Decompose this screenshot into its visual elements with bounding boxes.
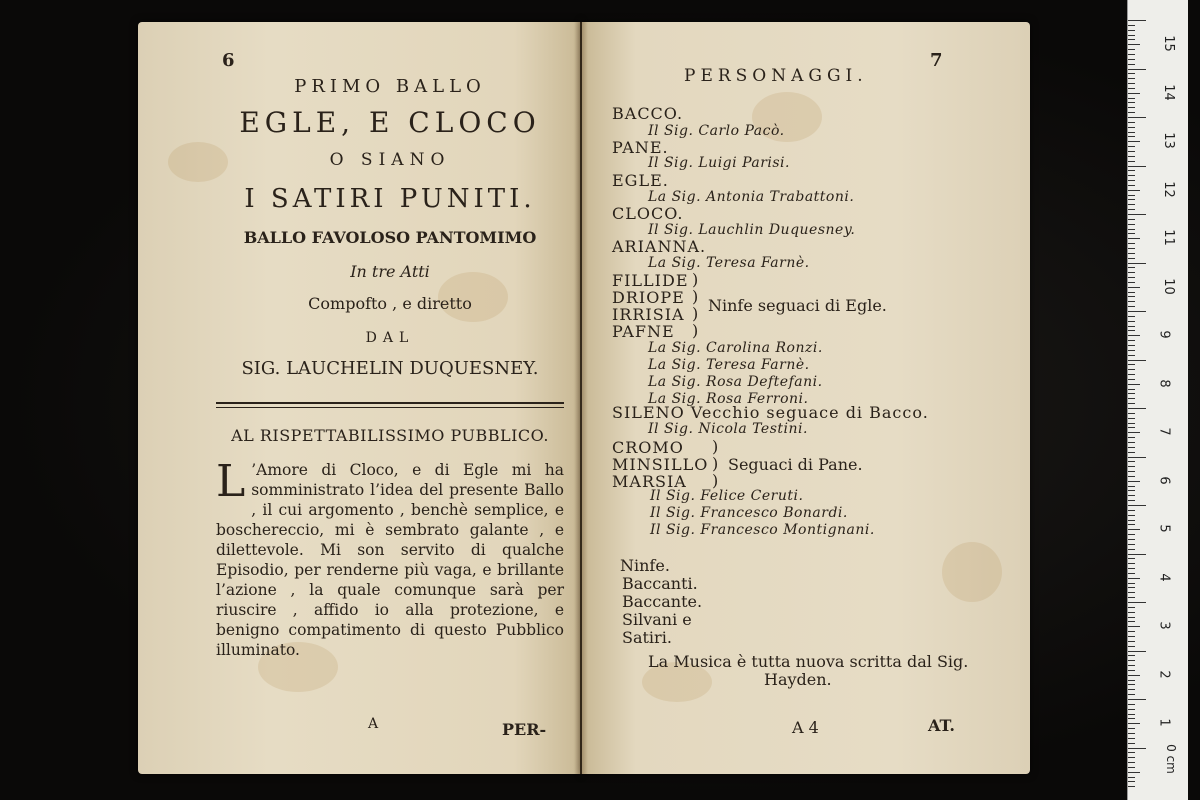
ruler-number: 13 <box>1160 132 1176 149</box>
ruler-tick <box>1128 296 1135 297</box>
ruler-tick <box>1128 253 1135 254</box>
ruler-tick <box>1128 122 1135 123</box>
pan-cromo: CROMO <box>612 438 684 457</box>
ruler-tick <box>1128 505 1146 506</box>
ruler-tick <box>1128 684 1135 685</box>
ruler-tick <box>1128 185 1135 186</box>
ruler-number: 6 <box>1156 475 1172 485</box>
nymph-pafne: PAFNE <box>612 322 675 341</box>
ruler-tick <box>1128 432 1140 433</box>
music-credit-line1: La Musica è tutta nuova scritta dal Sig. <box>648 652 969 671</box>
pan-minsillo: MINSILLO <box>612 455 709 474</box>
ruler-tick <box>1128 263 1146 264</box>
ruler-tick <box>1128 680 1135 681</box>
ruler-tick <box>1128 316 1135 317</box>
ruler-tick <box>1128 214 1146 215</box>
page-number-right: 7 <box>930 50 943 71</box>
nymph-actor-1: La Sig. Carolina Ronzi. <box>648 340 823 356</box>
ruler-tick <box>1128 495 1135 496</box>
ruler-tick <box>1128 282 1135 283</box>
ruler-tick <box>1128 728 1135 729</box>
ruler-tick <box>1128 490 1135 491</box>
ruler-tick <box>1128 267 1135 268</box>
ruler-tick <box>1128 723 1140 724</box>
ruler-tick <box>1128 486 1135 487</box>
ruler-tick <box>1128 524 1135 525</box>
ruler-tick <box>1128 675 1140 676</box>
ruler-tick <box>1128 500 1135 501</box>
ruler-tick <box>1128 224 1135 225</box>
ruler-tick <box>1128 350 1135 351</box>
title-primo-ballo: PRIMO BALLO <box>294 76 486 97</box>
actor-egle: La Sig. Antonia Trabattoni. <box>648 189 855 205</box>
author-line: SIG. LAUCHELIN DUQUESNEY. <box>241 358 539 379</box>
ruler-tick <box>1128 73 1135 74</box>
ruler-tick <box>1128 709 1135 710</box>
ruler-tick <box>1128 340 1135 341</box>
subtitle-ballo-favoloso: BALLO FAVOLOSO PANTOMIMO <box>243 228 537 247</box>
ruler-tick <box>1128 660 1135 661</box>
brace-pans: ) ) ) <box>712 437 719 490</box>
ruler-tick <box>1128 132 1135 133</box>
ruler-tick <box>1128 369 1135 370</box>
ruler-tick <box>1128 180 1135 181</box>
ruler-tick <box>1128 597 1135 598</box>
ruler-tick <box>1128 418 1135 419</box>
ruler-tick <box>1128 195 1135 196</box>
pan-actor-2: Il Sig. Francesco Bonardi. <box>650 505 848 521</box>
ruler-tick <box>1128 655 1135 656</box>
actor-bacco: Il Sig. Carlo Pacò. <box>648 123 785 139</box>
ruler-tick <box>1128 54 1135 55</box>
ruler-tick <box>1128 161 1135 162</box>
ruler-tick <box>1128 345 1135 346</box>
ruler-tick <box>1128 646 1135 647</box>
ruler-tick <box>1128 738 1135 739</box>
ruler-tick <box>1128 573 1135 574</box>
ruler-tick <box>1128 423 1135 424</box>
title-satiri-puniti: I SATIRI PUNITI. <box>244 184 536 214</box>
ruler-tick <box>1128 466 1135 467</box>
ruler-tick <box>1128 88 1135 89</box>
ruler-tick <box>1128 127 1135 128</box>
ruler-tick <box>1128 554 1146 555</box>
ruler-tick <box>1128 112 1135 113</box>
ruler-tick <box>1128 520 1135 521</box>
ruler-tick <box>1128 461 1135 462</box>
ruler-tick <box>1128 292 1135 293</box>
nymph-actor-3: La Sig. Rosa Deftefani. <box>648 374 823 390</box>
ruler-tick <box>1128 427 1135 428</box>
ruler-tick <box>1128 374 1135 375</box>
paper-stain <box>942 542 1002 602</box>
ruler-tick <box>1128 321 1135 322</box>
cast-bacco: BACCO. <box>612 104 684 123</box>
ruler-tick <box>1128 102 1135 103</box>
ruler-tick <box>1128 141 1140 142</box>
ruler-number: 4 <box>1156 572 1172 582</box>
dedication-heading: AL RISPETTABILISSIMO PUBBLICO. <box>231 426 549 445</box>
brace-nymphs: ) ) ) ) <box>692 270 699 340</box>
title-o-siano: O SIANO <box>329 150 451 170</box>
ruler-tick <box>1128 786 1135 787</box>
ruler-tick <box>1128 651 1146 652</box>
ruler-tick <box>1128 631 1135 632</box>
ruler-unit-label: 0 cm <box>1163 744 1178 774</box>
ruler-tick <box>1128 355 1135 356</box>
ruler-tick <box>1128 529 1140 530</box>
ruler-tick <box>1128 641 1135 642</box>
ruler-tick <box>1128 93 1140 94</box>
ruler-tick <box>1128 617 1135 618</box>
ruler-tick <box>1128 20 1146 21</box>
ruler-tick <box>1128 30 1135 31</box>
ruler-tick <box>1128 772 1140 773</box>
catchword-right: AT. <box>928 716 955 735</box>
ruler-tick <box>1128 151 1135 152</box>
ruler-number: 3 <box>1156 621 1172 630</box>
ruler-tick <box>1128 612 1135 613</box>
ruler-tick <box>1128 767 1135 768</box>
ruler-tick <box>1128 49 1135 50</box>
ruler-number: 8 <box>1156 378 1172 388</box>
ruler-tick <box>1128 544 1135 545</box>
ruler-tick <box>1128 389 1135 390</box>
ruler-tick <box>1128 748 1146 749</box>
ruler-number: 12 <box>1160 180 1176 198</box>
ruler-tick <box>1128 534 1135 535</box>
nymphs-description: Ninfe seguaci di Egle. <box>708 296 887 315</box>
page-number-left: 6 <box>222 50 235 71</box>
ruler-tick <box>1128 364 1135 365</box>
ruler-tick <box>1128 287 1140 288</box>
ruler-tick <box>1128 277 1135 278</box>
ruler-tick <box>1128 64 1135 65</box>
pan-marsia: MARSIA <box>612 472 687 491</box>
ruler-tick <box>1128 248 1135 249</box>
ruler-tick <box>1128 59 1135 60</box>
ruler-tick <box>1128 558 1135 559</box>
ruler-tick <box>1128 481 1140 482</box>
ruler-tick <box>1128 762 1135 763</box>
extra-baccanti: Baccanti. <box>622 574 698 593</box>
signature-mark-right: A 4 <box>792 718 819 737</box>
ruler-tick <box>1128 457 1146 458</box>
pan-actor-1: Il Sig. Felice Ceruti. <box>650 488 804 504</box>
nymph-actor-2: La Sig. Teresa Farnè. <box>648 357 810 373</box>
divider-rule-bottom <box>216 407 564 408</box>
ruler-tick <box>1128 146 1135 147</box>
ruler-tick <box>1128 199 1135 200</box>
ruler-tick <box>1128 156 1135 157</box>
ruler-tick <box>1128 583 1135 584</box>
dedication-paragraph <box>216 456 564 660</box>
ruler-tick <box>1128 515 1135 516</box>
ruler-tick <box>1128 219 1135 220</box>
ruler-number: 10 <box>1160 277 1176 295</box>
ruler-tick <box>1128 437 1135 438</box>
ruler-tick <box>1128 714 1135 715</box>
ruler-tick <box>1128 689 1135 690</box>
extra-ninfe: Ninfe. <box>620 556 670 575</box>
ruler-number: 5 <box>1156 524 1172 533</box>
ruler-tick <box>1128 379 1135 380</box>
ruler-tick <box>1128 665 1135 666</box>
actor-sileno: Il Sig. Nicola Testini. <box>648 421 808 437</box>
dedication-text: ’Amore di Cloco, e di Egle mi ha somministrato l’idea del presente Ballo , il cui argomento , benchè semplice, e boschereccio, mi è sembrato galante , e dilettevole. Mi son servito di qualche Episodio, per renderne più vaga, e brillante l’azione , la quale comunque sarà per riuscire , affido io alla protezione, e benigno compatimento di questo Pubblico illuminato. <box>216 461 564 659</box>
ruler-tick <box>1128 510 1135 511</box>
ruler-number: 15 <box>1160 35 1176 52</box>
music-credit-line2: Hayden. <box>764 670 832 689</box>
ruler-tick <box>1128 175 1135 176</box>
ruler-tick <box>1128 311 1146 312</box>
ruler-tick <box>1128 330 1135 331</box>
ruler-tick <box>1128 539 1135 540</box>
ruler-tick <box>1128 733 1135 734</box>
ruler-tick <box>1128 83 1135 84</box>
ruler-tick <box>1128 98 1135 99</box>
ruler-tick <box>1128 272 1135 273</box>
measuring-ruler <box>1127 0 1188 800</box>
ruler-tick <box>1128 752 1135 753</box>
ruler-tick <box>1128 442 1135 443</box>
ruler-tick <box>1128 117 1146 118</box>
ruler-tick <box>1128 39 1135 40</box>
ruler-tick <box>1128 781 1135 782</box>
nymph-fillide: FILLIDE <box>612 271 689 290</box>
ruler-tick <box>1128 233 1135 234</box>
pan-actor-3: Il Sig. Francesco Montignani. <box>650 522 875 538</box>
nymph-actor-4: La Sig. Rosa Ferroni. <box>648 391 809 407</box>
dal-line: DAL <box>365 330 415 346</box>
nymph-irrisia: IRRISIA <box>612 305 685 324</box>
ruler-tick <box>1128 452 1135 453</box>
pans-description: Seguaci di Pane. <box>728 455 863 474</box>
composed-line: Compofto , e diretto <box>308 294 472 313</box>
ruler-tick <box>1128 204 1135 205</box>
ruler-tick <box>1128 476 1135 477</box>
ruler-number: 1 <box>1156 718 1172 727</box>
ruler-tick <box>1128 471 1135 472</box>
nymph-driope: DRIOPE <box>612 288 685 307</box>
ruler-tick <box>1128 602 1146 603</box>
ruler-tick <box>1128 238 1140 239</box>
ruler-tick <box>1128 447 1135 448</box>
ruler-tick <box>1128 743 1135 744</box>
ruler-tick <box>1128 587 1135 588</box>
cast-egle: EGLE. <box>612 171 669 190</box>
divider-rule-top <box>216 402 564 404</box>
ruler-tick <box>1128 393 1135 394</box>
ruler-tick <box>1128 549 1135 550</box>
ruler-tick <box>1128 568 1135 569</box>
signature-mark-left: A <box>368 716 379 732</box>
ruler-tick <box>1128 107 1135 108</box>
ruler-tick <box>1128 607 1135 608</box>
ruler-tick <box>1128 413 1135 414</box>
ruler-tick <box>1128 384 1140 385</box>
ruler-tick <box>1128 777 1135 778</box>
ruler-tick <box>1128 69 1146 70</box>
cast-pane: PANE. <box>612 138 669 157</box>
ruler-tick <box>1128 44 1140 45</box>
ruler-tick <box>1128 636 1135 637</box>
ruler-tick <box>1128 704 1135 705</box>
cast-cloco: CLOCO. <box>612 204 684 223</box>
ruler-tick <box>1128 360 1146 361</box>
ruler-tick <box>1128 578 1140 579</box>
cast-arianna: ARIANNA. <box>612 237 707 256</box>
ruler-tick <box>1128 209 1135 210</box>
ruler-tick <box>1128 170 1135 171</box>
actor-pane: Il Sig. Luigi Parisi. <box>648 155 790 171</box>
ruler-number: 2 <box>1156 669 1172 679</box>
ruler-tick <box>1128 670 1135 671</box>
drop-cap: L <box>216 456 246 507</box>
book-gutter <box>574 22 588 774</box>
ruler-tick <box>1128 757 1135 758</box>
ruler-tick <box>1128 694 1135 695</box>
title-egle-cloco: EGLE, E CLOCO <box>239 106 541 139</box>
ruler-tick <box>1128 621 1135 622</box>
ruler-tick <box>1128 25 1135 26</box>
catchword-left: PER- <box>502 720 547 739</box>
ruler-tick <box>1128 166 1146 167</box>
ruler-tick <box>1128 306 1135 307</box>
ruler-number: 14 <box>1160 83 1176 101</box>
ruler-tick <box>1128 78 1135 79</box>
ruler-tick <box>1128 258 1135 259</box>
ruler-tick <box>1128 408 1146 409</box>
ruler-tick <box>1128 326 1135 327</box>
ruler-tick <box>1128 563 1135 564</box>
ruler-tick <box>1128 243 1135 244</box>
ruler-tick <box>1128 398 1135 399</box>
ruler-tick <box>1128 403 1135 404</box>
ruler-tick <box>1128 335 1140 336</box>
ruler-tick <box>1128 626 1140 627</box>
ruler-number: 11 <box>1160 229 1176 246</box>
ruler-tick <box>1128 136 1135 137</box>
extra-baccante: Baccante. <box>622 592 703 611</box>
cast-sileno: SILENO Vecchio seguace di Bacco. <box>612 403 929 422</box>
actor-arianna: La Sig. Teresa Farnè. <box>648 255 810 271</box>
personaggi-heading: PERSONAGGI. <box>684 66 868 86</box>
ruler-tick <box>1128 190 1140 191</box>
actor-cloco: Il Sig. Lauchlin Duquesney. <box>648 222 856 238</box>
ruler-tick <box>1128 35 1135 36</box>
acts-line: In tre Atti <box>350 262 430 281</box>
ruler-tick <box>1128 718 1135 719</box>
ruler-tick <box>1128 699 1146 700</box>
ruler-number: 9 <box>1156 330 1172 339</box>
ruler-tick <box>1128 229 1135 230</box>
extra-silvani: Silvani e <box>622 610 692 629</box>
extra-satiri: Satiri. <box>622 628 672 647</box>
ruler-number: 7 <box>1156 427 1172 436</box>
ruler-tick <box>1128 592 1135 593</box>
ruler-tick <box>1128 301 1135 302</box>
